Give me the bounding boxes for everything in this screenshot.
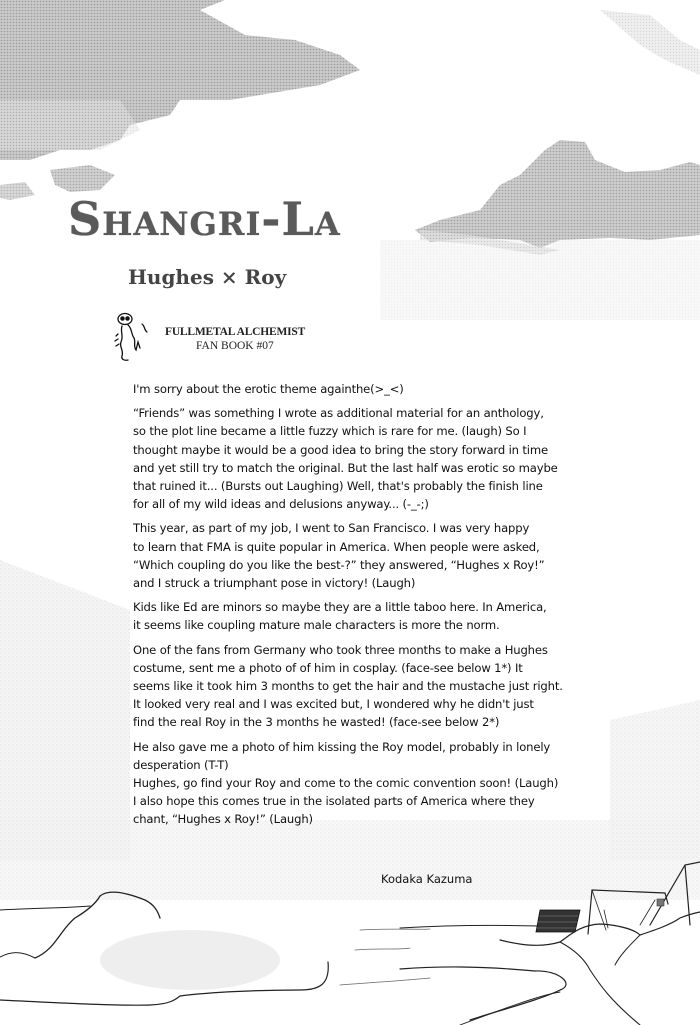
letter-line: “Which coupling do you like the best-?” they answered, “Hughes x Roy!” xyxy=(133,557,545,572)
snow-shadow xyxy=(100,930,280,990)
page-subtitle: Hughes × Roy xyxy=(128,265,287,289)
fanbook-number: FAN BOOK #07 xyxy=(196,340,274,352)
letter-paragraph xyxy=(133,404,633,513)
letter-line: for all of my wild ideas and delusions anyway... (-_-;) xyxy=(133,497,429,512)
letter-line: so the plot line became a little fuzzy which is rare for me. (laugh) So I xyxy=(133,424,527,439)
letter-line: He also gave me a photo of him kissing the Roy model, probably in lonely xyxy=(133,739,551,754)
series-logo xyxy=(112,312,362,362)
letter-paragraph xyxy=(133,598,633,634)
letter-line: “Friends” was something I wrote as additional material for an anthology, xyxy=(133,406,544,421)
letter-paragraph xyxy=(133,380,633,398)
letter-line: costume, sent me a photo of of him in cosplay. (face-see below 1*) It xyxy=(133,660,523,675)
mist-band xyxy=(380,240,700,320)
letter-line: It looked very real and I was excited but, I wondered why he didn't just xyxy=(133,697,534,712)
letter-line: to learn that FMA is quite popular in America. When people were asked, xyxy=(133,539,540,554)
letter-line: desperation (T-T) xyxy=(133,757,229,772)
letter-line: One of the fans from Germany who took three months to make a Hughes xyxy=(133,642,548,657)
letter-paragraph xyxy=(133,519,633,592)
letter-line: Kids like Ed are minors so maybe they are a little taboo here. In America, xyxy=(133,600,547,615)
cloud-top-left xyxy=(0,0,360,200)
cloud-right xyxy=(415,140,700,255)
letter-line: that ruined it... (Bursts out Laughing) Well, that's probably the finish line xyxy=(133,479,543,494)
letter-line: This year, as part of my job, I went to San Francisco. I was very happy xyxy=(133,521,530,536)
cloud-top-right xyxy=(600,10,700,75)
letter-paragraph xyxy=(133,738,633,829)
page-title: Shangri-La xyxy=(68,192,341,246)
letter-paragraph xyxy=(133,641,633,732)
letter-line: Hughes, go find your Roy and come to the comic convention soon! (Laugh) xyxy=(133,776,559,791)
series-name: FULLMETAL ALCHEMIST xyxy=(165,326,306,338)
letter-line: and I struck a triumphant pose in victory! (Laugh) xyxy=(133,576,416,591)
snow-slope-left xyxy=(0,560,130,860)
letter-line: and yet still try to match the original. But the last half was erotic so maybe xyxy=(133,460,558,475)
chimera-mascot-icon xyxy=(112,312,150,362)
letter-line: I also hope this comes true in the isolated parts of America where they xyxy=(133,794,535,809)
letter-line: it seems like coupling mature male characters is more the norm. xyxy=(133,618,500,633)
letter-line: thought maybe it would be a good idea to bring the story forward in time xyxy=(133,442,548,457)
letter-line: I'm sorry about the erotic theme againthe(>_<) xyxy=(133,382,404,396)
afterword-letter xyxy=(133,380,633,835)
letter-line: seems like it took him 3 months to get the hair and the mustache just right. xyxy=(133,679,563,694)
letter-line: chant, “Hughes x Roy!” (Laugh) xyxy=(133,812,313,827)
author-signature: Kodaka Kazuma xyxy=(381,872,473,886)
letter-line: find the real Roy in the 3 months he wasted! (face-see below 2*) xyxy=(133,715,500,730)
